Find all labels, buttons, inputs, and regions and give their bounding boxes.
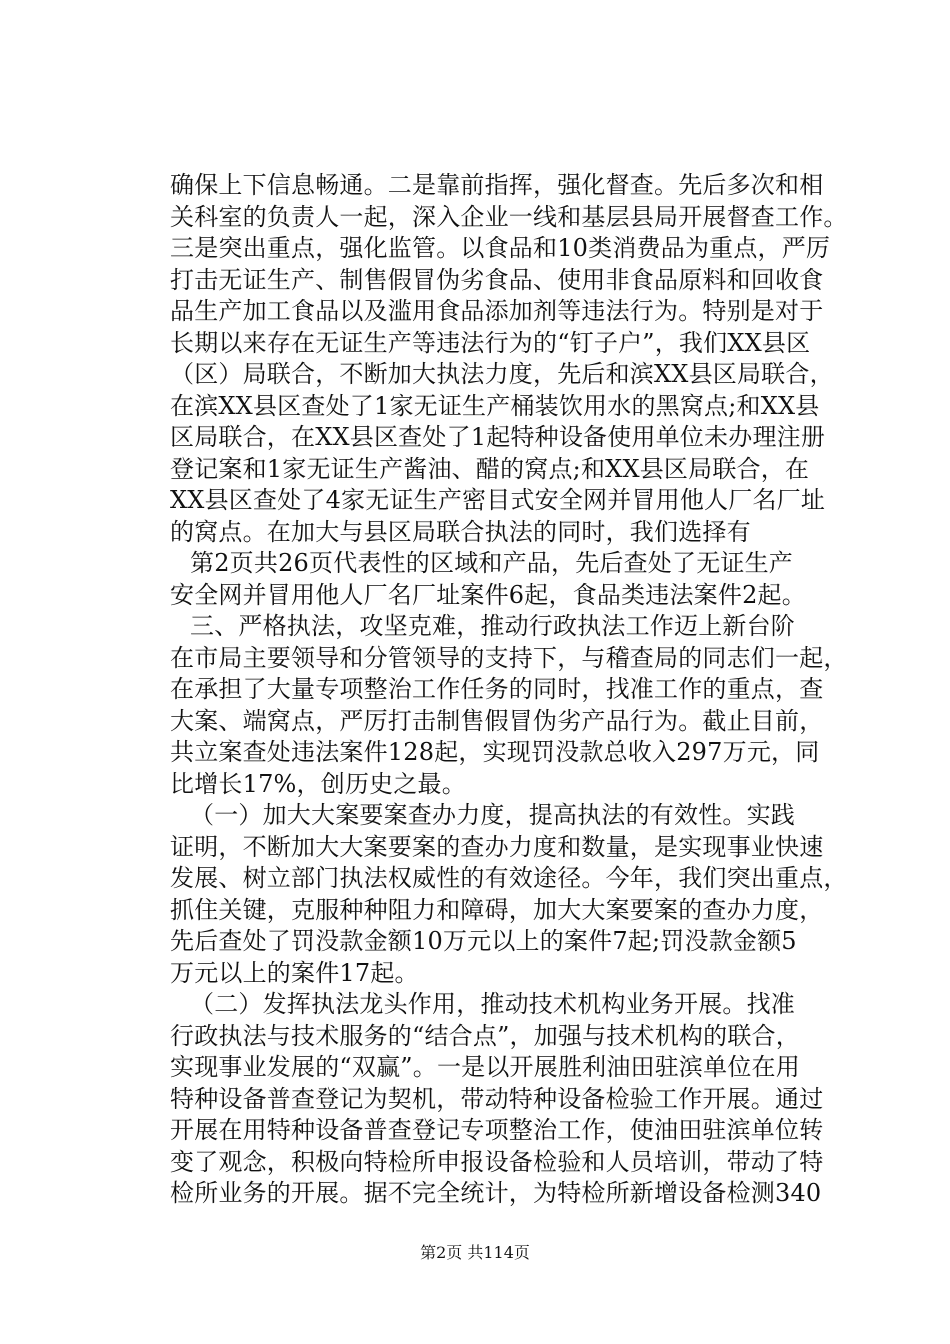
text-line: 抓住关键，克服种种阻力和障碍，加大大案要案的查办力度， [170, 895, 824, 924]
text-line: 实现事业发展的“双赢”。一是以开展胜利油田驻滨单位在用 [170, 1053, 800, 1081]
text-line: 第2页共26页代表性的区域和产品，先后查处了无证生产 [190, 549, 794, 577]
text-line: 的窝点。在加大与县区局联合执法的同时，我们选择有 [170, 517, 751, 546]
text-line: 三是突出重点，强化监管。以食品和10类消费品为重点，严厉 [170, 234, 831, 262]
text-line: 在滨XX县区查处了1家无证生产桶装饮用水的黑窝点;和XX县 [170, 391, 820, 420]
text-line: （一）加大大案要案查办力度，提高执法的有效性。实践 [190, 801, 795, 829]
text-line: 开展在用特种设备普查登记专项整治工作，使油田驻滨单位转 [170, 1116, 824, 1144]
text-line: 发展、树立部门执法权威性的有效途径。今年，我们突出重点， [170, 864, 848, 892]
text-line: 特种设备普查登记为契机，带动特种设备检验工作开展。通过 [170, 1084, 824, 1113]
text-line: 登记案和1家无证生产酱油、醋的窝点;和XX县区局联合，在 [170, 454, 810, 483]
text-line: 比增长17%，创历史之最。 [170, 769, 466, 798]
text-line: XX县区查处了4家无证生产密目式安全网并冒用他人厂名厂址 [170, 486, 826, 514]
text-line: 在承担了大量专项整治工作任务的同时，找准工作的重点，查 [170, 675, 824, 703]
text-line: 在市局主要领导和分管领导的支持下，与稽查局的同志们一起， [170, 643, 848, 672]
text-line: 先后查处了罚没款金额10万元以上的案件7起;罚没款金额5 [170, 927, 797, 955]
text-line: 检所业务的开展。据不完全统计，为特检所新增设备检测340 [170, 1179, 822, 1207]
text-line: 大案、端窝点，严厉打击制售假冒伪劣产品行为。截止目前， [170, 706, 824, 735]
text-line: 安全网并冒用他人厂名厂址案件6起，食品类违法案件2起。 [170, 580, 806, 609]
text-line: 变了观念，积极向特检所申报设备检验和人员培训，带动了特 [170, 1147, 824, 1176]
text-line: 共立案查处违法案件128起，实现罚没款总收入297万元，同 [170, 738, 820, 766]
text-line: 品生产加工食品以及滥用食品添加剂等违法行为。特别是对于 [170, 297, 824, 325]
text-line: 打击无证生产、制售假冒伪劣食品、使用非食品原料和回收食 [170, 265, 824, 294]
text-line: 证明，不断加大大案要案的查办力度和数量，是实现事业快速 [170, 832, 824, 861]
text-line: 长期以来存在无证生产等违法行为的“钉子户”，我们XX县区 [170, 328, 811, 357]
text-line: 区局联合，在XX县区查处了1起特种设备使用单位未办理注册 [170, 423, 826, 451]
text-line: 万元以上的案件17起。 [170, 958, 419, 987]
text-line: 关科室的负责人一起，深入企业一线和基层县局开展督查工作。 [170, 202, 848, 231]
text-line: 确保上下信息畅通。二是靠前指挥，强化督查。先后多次和相 [170, 171, 824, 199]
text-line: （区）局联合，不断加大执法力度，先后和滨XX县区局联合， [170, 360, 834, 388]
text-line: （二）发挥执法龙头作用，推动技术机构业务开展。找准 [190, 990, 795, 1018]
page-footer: 第2页 共114页 [420, 1243, 530, 1262]
text-line: 行政执法与技术服务的“结合点”，加强与技术机构的联合， [170, 1021, 800, 1050]
section-heading: 三、严格执法，攻坚克难，推动行政执法工作迈上新台阶 [190, 612, 795, 640]
document-body [170, 170, 848, 1210]
